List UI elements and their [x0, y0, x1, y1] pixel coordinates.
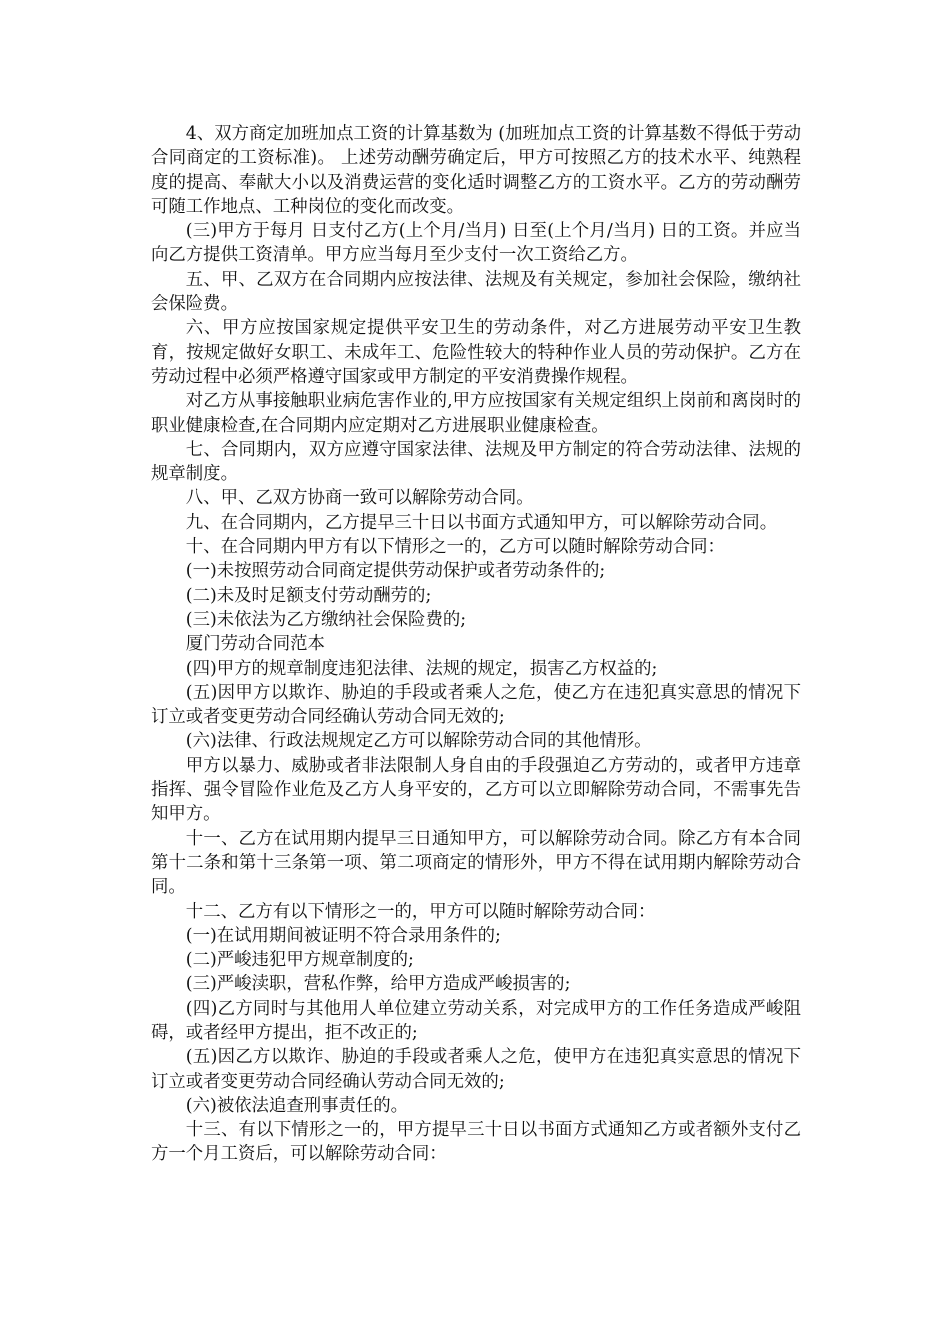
- paragraph-payday: (三)甲方于每月 日支付乙方(上个月/当月) 日至(上个月/当月) 日的工资。并应当向乙方提供工资清单。甲方应当每月至少支付一次工资给乙方。: [151, 221, 801, 266]
- paragraph-clause-5: 五、甲、乙双方在合同期内应按法律、法规及有关规定，参加社会保险，缴纳社会保险费。: [151, 269, 801, 315]
- paragraph-clause-12: 十二、乙方有以下情形之一的，甲方可以随时解除劳动合同：: [185, 901, 656, 922]
- paragraph-clause-12-item-5: (五)因乙方以欺诈、胁迫的手段或者乘人之危，使甲方在违犯真实意思的情况下订立或者变更劳动合同经确认劳动合同无效的;: [151, 1047, 801, 1092]
- paragraph-clause-12-item-6: (六)被依法追查刑事责任的。: [185, 1095, 409, 1116]
- paragraph-clause-10-item-3: (三)未依法为乙方缴纳社会保险费的;: [185, 609, 467, 630]
- paragraph-overtime-base: 4、双方商定加班加点工资的计算基数为 (加班加点工资的计算基数不得低于劳动合同商定的工资标准)。 上述劳动酬劳确定后，甲方可按照乙方的技术水平、纯熟程度的提高、奉献大小以及消费运营的变化适时调整乙方的工资水平。乙方的劳动酬劳可随工作地点、工种岗位的变化而改变。: [151, 124, 801, 217]
- paragraph-clause-10-item-4: (四)甲方的规章制度违犯法律、法规的规定，损害乙方权益的;: [185, 658, 658, 679]
- paragraph-clause-13: 十三、有以下情形之一的，甲方提早三十日以书面方式通知乙方或者额外支付乙方一个月工资后，可以解除劳动合同：: [151, 1120, 801, 1165]
- paragraph-clause-12-item-4: (四)乙方同时与其他用人单位建立劳动关系，对完成甲方的工作任务造成严峻阻碍，或者经甲方提出，拒不改正的;: [151, 998, 801, 1043]
- paragraph-clause-11: 十一、乙方在试用期内提早三日通知甲方，可以解除劳动合同。除乙方有本合同第十二条和第十三条第一项、第二项商定的情形外，甲方不得在试用期内解除劳动合同。: [151, 828, 801, 898]
- paragraph-health-check: 对乙方从事接触职业病危害作业的,甲方应按国家有关规定组织上岗前和离岗时的职业健康检查,在合同期内应定期对乙方进展职业健康检查。: [151, 391, 801, 436]
- paragraph-inline-heading: 厦门劳动合同范本: [185, 634, 325, 655]
- paragraph-clause-8: 八、甲、乙双方协商一致可以解除劳动合同。: [185, 488, 534, 509]
- paragraph-clause-12-item-2: (二)严峻违犯甲方规章制度的;: [185, 950, 414, 971]
- paragraph-clause-10: 十、在合同期内甲方有以下情形之一的，乙方可以随时解除劳动合同：: [185, 537, 725, 558]
- paragraph-clause-10-item-5: (五)因甲方以欺诈、胁迫的手段或者乘人之危，使乙方在违犯真实意思的情况下订立或者变更劳动合同经确认劳动合同无效的;: [151, 682, 801, 728]
- paragraph-clause-10-item-2: (二)未及时足额支付劳动酬劳的;: [185, 585, 432, 606]
- paragraph-clause-10-item-6: (六)法律、行政法规规定乙方可以解除劳动合同的其他情形。: [185, 731, 652, 752]
- paragraph-clause-7: 七、合同期内，双方应遵守国家法律、法规及甲方制定的符合劳动法律、法规的规章制度。: [151, 439, 801, 485]
- paragraph-clause-12-item-1: (一)在试用期间被证明不符合录用条件的;: [185, 925, 501, 946]
- paragraph-clause-9: 九、在合同期内，乙方提早三十日以书面方式通知甲方，可以解除劳动合同。: [185, 512, 778, 533]
- document-body: [151, 122, 801, 1167]
- paragraph-clause-6: 六、甲方应按国家规定提供平安卫生的劳动条件，对乙方进展劳动平安卫生教育，按规定做好女职工、未成年工、危险性较大的特种作业人员的劳动保护。乙方在劳动过程中必须严格遵守国家或甲方制定的平安消费操作规程。: [151, 318, 801, 387]
- paragraph-clause-10-item-1: (一)未按照劳动合同商定提供劳动保护或者劳动条件的;: [185, 561, 606, 582]
- paragraph-clause-12-item-3: (三)严峻渎职，营私作弊，给甲方造成严峻损害的;: [185, 974, 571, 995]
- paragraph-immediate-termination: 甲方以暴力、威胁或者非法限制人身自由的手段强迫乙方劳动的，或者甲方违章指挥、强令冒险作业危及乙方人身平安的，乙方可以立即解除劳动合同，不需事先告知甲方。: [151, 755, 801, 825]
